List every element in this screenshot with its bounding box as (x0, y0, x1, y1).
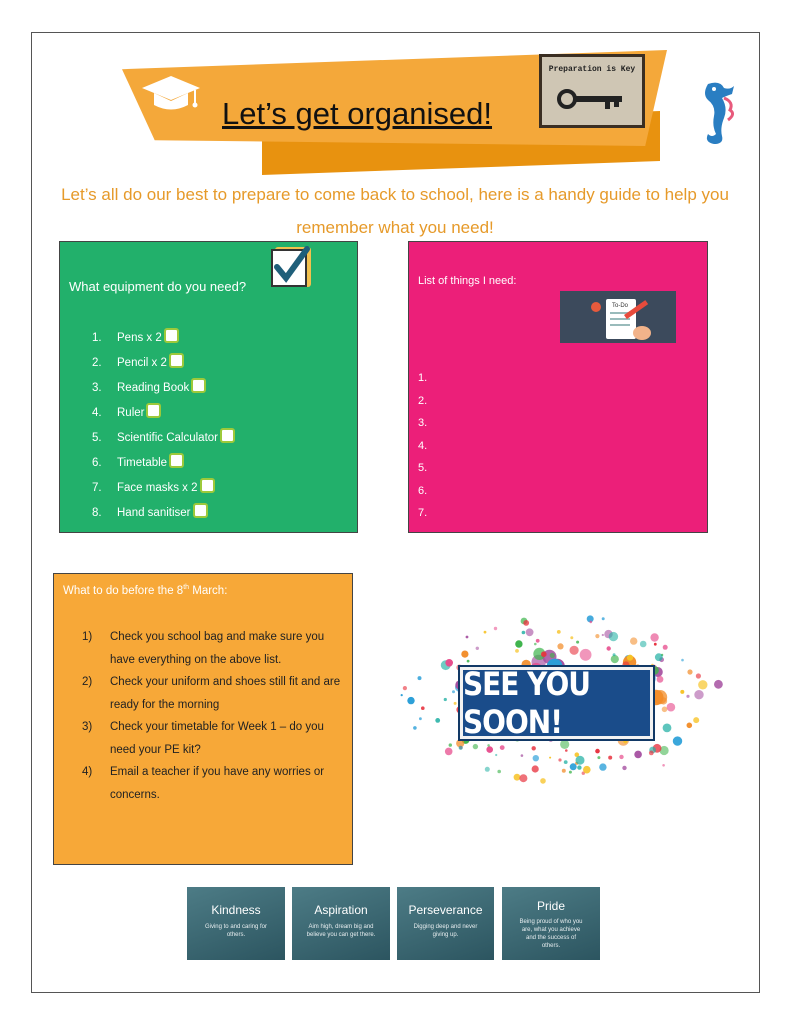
value-tile-title: Pride (536, 899, 565, 913)
before-list (82, 626, 344, 806)
confetti-dot (576, 641, 579, 644)
confetti-dot (403, 686, 407, 690)
confetti-dot (649, 751, 654, 756)
confetti-dot (640, 641, 647, 648)
confetti-dot (536, 639, 540, 643)
before-item-text: Check your uniform and shoes still fit and are ready for the morning (110, 676, 341, 711)
confetti-dot (514, 774, 521, 781)
needs-item: 4. (418, 439, 428, 452)
value-tile-subtitle: Giving to and caring for others. (204, 924, 268, 938)
needs-heading: List of things I need: (418, 275, 517, 287)
confetti-dot (570, 646, 579, 655)
confetti-dot (654, 643, 657, 646)
equipment-item (92, 328, 179, 344)
equipment-item-label: Reading Book (117, 382, 190, 394)
equipment-item-label: Pens x 2 (117, 332, 162, 344)
equipment-item (92, 453, 184, 469)
confetti-dot (418, 676, 422, 680)
intro-text: Let’s all do our best to prepare to come back to school, here is a handy guide to help you remember what you need! (61, 185, 729, 237)
value-tile-title: Perseverance (408, 903, 483, 917)
confetti-dot (532, 765, 539, 772)
equipment-item-label: Hand sanitiser (117, 507, 191, 519)
before-item (82, 626, 344, 671)
value-tile-pride (502, 887, 600, 960)
confetti-dot (466, 636, 469, 639)
confetti-dot (541, 651, 547, 657)
confetti-dot (634, 751, 642, 759)
confetti-dot (497, 770, 501, 774)
value-tile-subtitle: Digging deep and never giving up. (413, 924, 478, 938)
equipment-item (92, 378, 206, 394)
confetti-dot (681, 659, 684, 662)
equipment-item-label: Pencil x 2 (117, 357, 167, 369)
confetti-dot (444, 698, 447, 701)
confetti-dot (622, 766, 626, 770)
confetti-dot (521, 754, 524, 757)
confetti-dot (608, 756, 612, 760)
equipment-item-number: 8. (92, 507, 102, 519)
before-heading: What to do before the 8th March: (63, 584, 228, 597)
confetti-dot (613, 653, 616, 656)
before-item-number: 4) (82, 766, 93, 778)
confetti-dot (597, 756, 600, 759)
value-tile-perseverance (397, 887, 494, 960)
equipment-item-number: 1. (92, 332, 102, 344)
equipment-box (59, 241, 358, 533)
equipment-item-number: 2. (92, 357, 102, 369)
confetti-dot (577, 765, 581, 769)
checkbox-icon[interactable] (200, 478, 215, 493)
see-you-soon-text: SEE YOU SOON! (463, 665, 590, 741)
checkbox-checked-icon (271, 245, 313, 291)
checkbox-icon[interactable] (146, 403, 161, 418)
confetti-dot (454, 702, 457, 705)
equipment-item-number: 4. (92, 407, 102, 419)
confetti-dot (569, 771, 572, 774)
graduation-cap-icon (140, 72, 202, 112)
needs-item: 7. (418, 507, 428, 519)
confetti-dot (467, 660, 470, 663)
todo-clipboard-icon (560, 291, 676, 343)
confetti-dot (487, 744, 490, 747)
confetti-dot (558, 758, 561, 761)
preparation-key-image (539, 54, 645, 128)
confetti-dot (673, 736, 682, 745)
key-image-caption: Preparation is Key (548, 65, 636, 74)
confetti-dot (655, 653, 663, 661)
equipment-item-label: Timetable (117, 457, 168, 469)
confetti-dot (595, 749, 600, 754)
confetti-dot (663, 724, 672, 733)
confetti-dot (476, 647, 479, 650)
before-item-number: 1) (82, 631, 93, 643)
confetti-dot (662, 707, 668, 713)
needs-item: 2. (418, 394, 428, 407)
confetti-dot (452, 690, 455, 693)
confetti-dot (495, 754, 497, 756)
todo-list-image (560, 291, 676, 343)
confetti-dot (401, 694, 403, 696)
before-item (82, 761, 344, 806)
equipment-item-number: 3. (92, 382, 102, 394)
equipment-item (92, 403, 161, 419)
confetti-dot (485, 767, 490, 772)
confetti-dot (486, 746, 493, 753)
confetti-dot (693, 717, 699, 723)
confetti-dot (523, 620, 529, 626)
confetti-dot (696, 673, 701, 678)
confetti-dot (602, 634, 604, 636)
confetti-dot (522, 631, 526, 635)
see-you-soon-sign (460, 667, 653, 739)
confetti-dot (435, 718, 440, 723)
confetti-dot (461, 651, 468, 658)
confetti-dot (532, 746, 536, 750)
confetti-dot (515, 649, 519, 653)
confetti-dot (560, 740, 569, 749)
page-title: Let’s get organised! (222, 96, 493, 131)
confetti-dot (419, 717, 422, 720)
confetti-dot (421, 706, 425, 710)
confetti-dot (583, 766, 591, 774)
seahorse-logo-icon (690, 78, 740, 148)
equipment-item-number: 5. (92, 432, 102, 444)
before-item-text: Check you school bag and make sure you have everything on the above list. (110, 631, 325, 666)
needs-item: 5. (418, 462, 428, 474)
confetti-dot (657, 676, 664, 683)
confetti-dot (550, 653, 555, 658)
confetti-dot (687, 723, 693, 729)
todo-image-text: To-Do (612, 303, 629, 309)
confetti-dot (680, 690, 684, 694)
confetti-dot (564, 760, 568, 764)
before-item-number: 2) (82, 676, 93, 688)
needs-item: 6. (418, 484, 428, 497)
needs-item: 1. (418, 372, 428, 384)
confetti-dot (519, 774, 527, 782)
equipment-item-label: Ruler (117, 407, 145, 419)
key-icon (557, 87, 627, 111)
needs-item: 3. (418, 417, 428, 429)
confetti-dot (459, 746, 463, 750)
before-box (53, 573, 353, 865)
confetti-dot (557, 630, 561, 634)
value-tile-title: Kindness (211, 903, 261, 917)
confetti-dot (599, 763, 606, 770)
confetti-dot (565, 749, 568, 752)
equipment-heading: What equipment do you need? (69, 279, 247, 294)
confetti-dot (580, 649, 592, 661)
confetti-dot (630, 637, 637, 644)
confetti-dot (407, 697, 414, 704)
needs-box (408, 241, 708, 533)
confetti-dot (570, 636, 573, 639)
confetti-dot (590, 621, 593, 624)
before-item-number: 3) (82, 721, 93, 733)
confetti-dot (557, 643, 563, 649)
confetti-dot (667, 703, 676, 712)
confetti-dot (484, 631, 487, 634)
before-item (82, 671, 344, 716)
confetti-dot (607, 646, 611, 650)
equipment-item-number: 7. (92, 482, 102, 494)
see-you-soon-graphic (395, 612, 735, 787)
confetti-dot (494, 627, 497, 630)
checkbox-icon[interactable] (220, 428, 235, 443)
value-tile-aspiration (292, 887, 390, 960)
equipment-item-number: 6. (92, 457, 102, 469)
before-item (82, 716, 344, 761)
confetti-dot (609, 632, 618, 641)
confetti-dot (619, 755, 623, 759)
confetti-dot (687, 669, 692, 674)
confetti-dot (698, 680, 707, 689)
equipment-item-label: Face masks x 2 (117, 482, 198, 494)
value-tile-subtitle: Being proud of who you are, what you achieve and the success of others. (519, 919, 583, 949)
checkbox-icon[interactable] (169, 453, 184, 468)
confetti-dot (534, 643, 537, 646)
checkbox-icon[interactable] (164, 328, 179, 343)
equipment-item-label: Scientific Calculator (117, 432, 218, 444)
value-tile-subtitle: Aim high, dream big and believe you can get there. (306, 924, 376, 938)
value-tile-kindness (187, 887, 285, 960)
confetti-dot (473, 744, 478, 749)
confetti-dot (662, 764, 665, 767)
confetti-dot (663, 645, 668, 650)
checkbox-icon[interactable] (169, 353, 184, 368)
checkbox-icon[interactable] (193, 503, 208, 518)
confetti-dot (694, 690, 703, 699)
confetti-dot (515, 640, 522, 647)
confetti-dot (445, 659, 453, 667)
confetti-dot (413, 726, 417, 730)
confetti-dot (570, 763, 577, 770)
confetti-dot (533, 755, 539, 761)
confetti-dot (650, 633, 658, 641)
confetti-dot (576, 756, 585, 765)
confetti-dot (449, 743, 452, 746)
confetti-dot (500, 745, 505, 750)
confetti-dot (611, 655, 619, 663)
confetti-dot (660, 697, 667, 704)
confetti-dot (526, 628, 534, 636)
equipment-item (92, 478, 215, 494)
equipment-item (92, 353, 184, 369)
confetti-dot (540, 778, 546, 784)
equipment-item (92, 503, 208, 519)
confetti-dot (686, 695, 689, 698)
confetti-dot (562, 769, 566, 773)
confetti-dot (627, 655, 633, 661)
confetti-dot (602, 617, 605, 620)
value-tile-title: Aspiration (314, 903, 368, 917)
before-item-text: Email a teacher if you have any worries or concerns. (110, 766, 325, 801)
confetti-dot (595, 634, 599, 638)
confetti-dot (445, 748, 453, 756)
confetti-dot (714, 680, 723, 689)
confetti-dot (549, 757, 551, 759)
checkbox-icon[interactable] (191, 378, 206, 393)
equipment-item (92, 428, 235, 444)
before-item-text: Check your timetable for Week 1 – do you need your PE kit? (110, 721, 324, 756)
